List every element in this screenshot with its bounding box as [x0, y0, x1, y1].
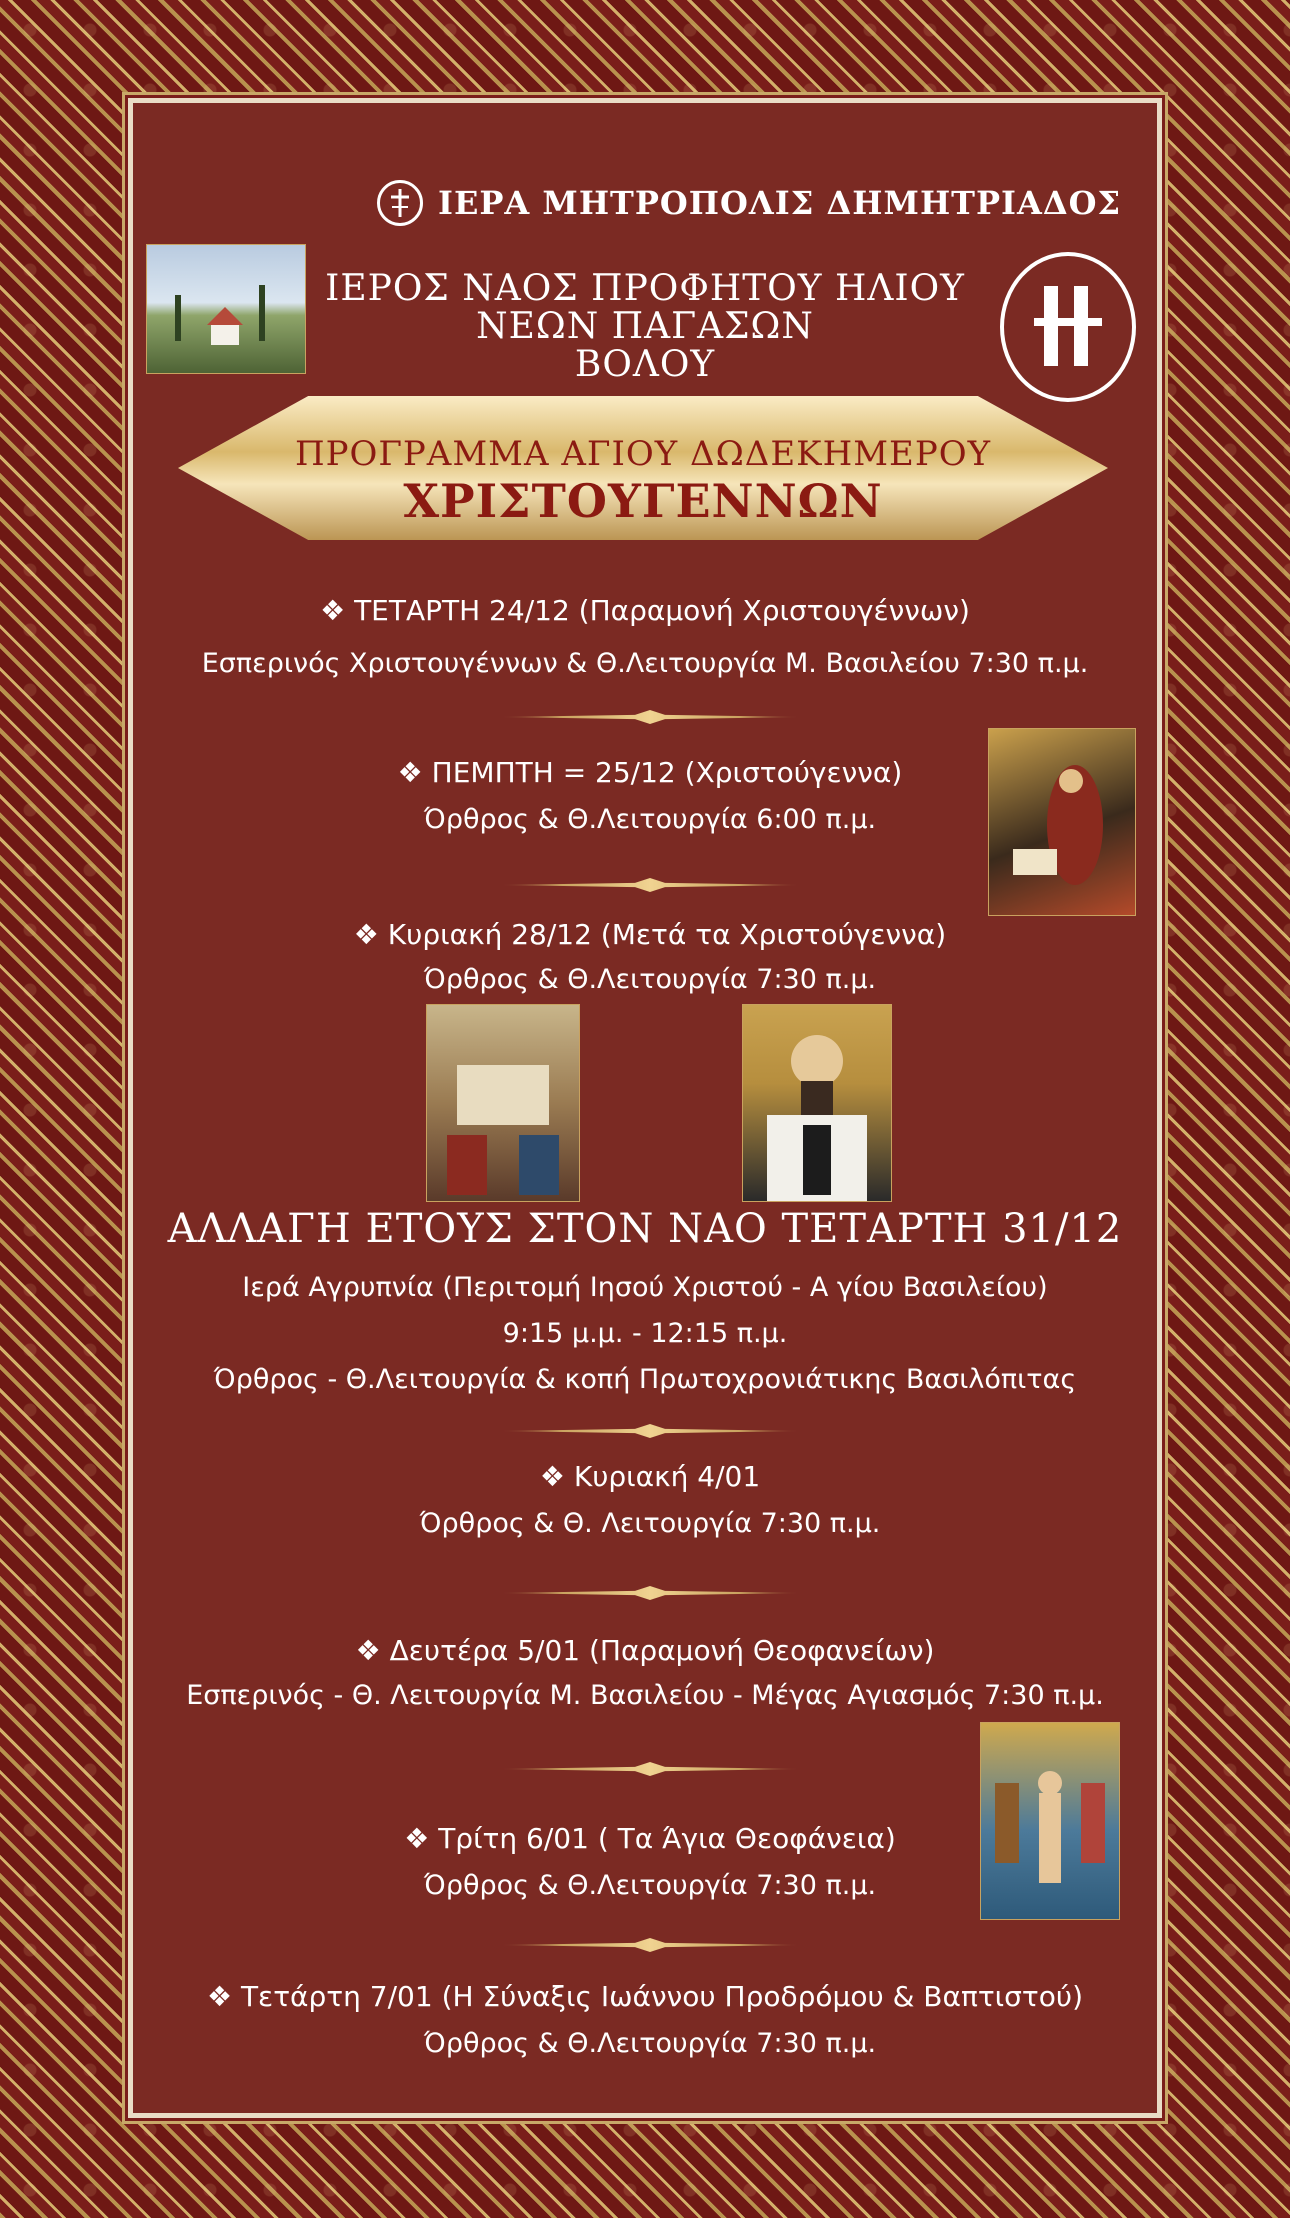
- entry-detail-1: Εσπερινός Χριστουγέννων & Θ.Λειτουργία Μ. Βασιλείου 7:30 π.μ.: [201, 648, 1089, 679]
- entry-title-7: ❖ Τρίτη 6/01 ( Τα Άγια Θεοφάνεια): [404, 1822, 896, 1855]
- entry-detail-7: Όρθρος & Θ.Λειτουργία 7:30 π.μ.: [423, 1870, 877, 1901]
- circumcision-icon: [426, 1004, 580, 1202]
- entry-detail-4a: Ιερά Αγρυπνία (Περιτομή Ιησού Χριστού - Α γίου Βασιλείου): [242, 1272, 1048, 1303]
- entry-title-8: ❖ Τετάρτη 7/01 (Η Σύναξις Ιωάννου Προδρόμου & Βαπτιστού): [206, 1980, 1084, 2013]
- metropolis-logo-icon: [377, 180, 423, 226]
- parish-seal-icon: [1000, 252, 1136, 402]
- entry-detail-4b: 9:15 μ.μ. - 12:15 π.μ.: [502, 1318, 788, 1349]
- entry-detail-6: Εσπερινός - Θ. Λειτουργία Μ. Βασιλείου - Μέγας Αγιασμός 7:30 π.μ.: [186, 1680, 1104, 1711]
- entry-title-5: ❖ Κυριακή 4/01: [539, 1460, 761, 1493]
- entry-detail-3: Όρθρος & Θ.Λειτουργία 7:30 π.μ.: [423, 964, 877, 995]
- entry-detail-8: Όρθρος & Θ.Λειτουργία 7:30 π.μ.: [423, 2028, 877, 2059]
- metropolis-title: ΙΕΡΑ ΜΗΤΡΟΠΟΛΙΣ ΔΗΜΗΤΡΙΑΔΟΣ: [438, 184, 1122, 222]
- entry-title-2: ❖ ΠΕΜΠΤΗ = 25/12 (Χριστούγεννα): [397, 756, 903, 789]
- banner-line2: ΧΡΙΣΤΟΥΓΕΝΝΩΝ: [403, 474, 883, 528]
- saint-basil-icon: [742, 1004, 892, 1202]
- entry-detail-5: Όρθρος & Θ. Λειτουργία 7:30 π.μ.: [419, 1508, 881, 1539]
- theophany-icon: [980, 1722, 1120, 1920]
- entry-detail-4c: Όρθρος - Θ.Λειτουργία & κοπή Πρωτοχρονιάτικης Βασιλόπιτας: [213, 1364, 1077, 1395]
- church-photo-icon: [146, 244, 306, 374]
- entry-title-4: ΑΛΛΑΓΗ ΕΤΟΥΣ ΣΤΟΝ ΝΑΟ ΤΕΤΑΡΤΗ 31/12: [167, 1206, 1123, 1252]
- banner-line1: ΠΡΟΓΡΑΜΜΑ ΑΓΙΟΥ ΔΩΔΕΚΗΜΕΡΟΥ: [294, 434, 992, 474]
- entry-title-3: ❖ Κυριακή 28/12 (Μετά τα Χριστούγεννα): [353, 918, 947, 951]
- entry-title-6: ❖ Δευτέρα 5/01 (Παραμονή Θεοφανείων): [355, 1634, 935, 1667]
- entry-title-1: ❖ ΤΕΤΑΡΤΗ 24/12 (Παραμονή Χριστουγέννων): [320, 594, 970, 627]
- entry-detail-2: Όρθρος & Θ.Λειτουργία 6:00 π.μ.: [423, 804, 877, 835]
- church-name-line2: ΝΕΩΝ ΠΑΓΑΣΩΝ: [476, 306, 814, 347]
- nativity-icon: [988, 728, 1136, 916]
- church-name-line3: ΒΟΛΟΥ: [574, 344, 716, 385]
- church-name-line1: ΙΕΡΟΣ ΝΑΟΣ ΠΡΟΦΗΤΟΥ ΗΛΙΟΥ: [325, 268, 965, 309]
